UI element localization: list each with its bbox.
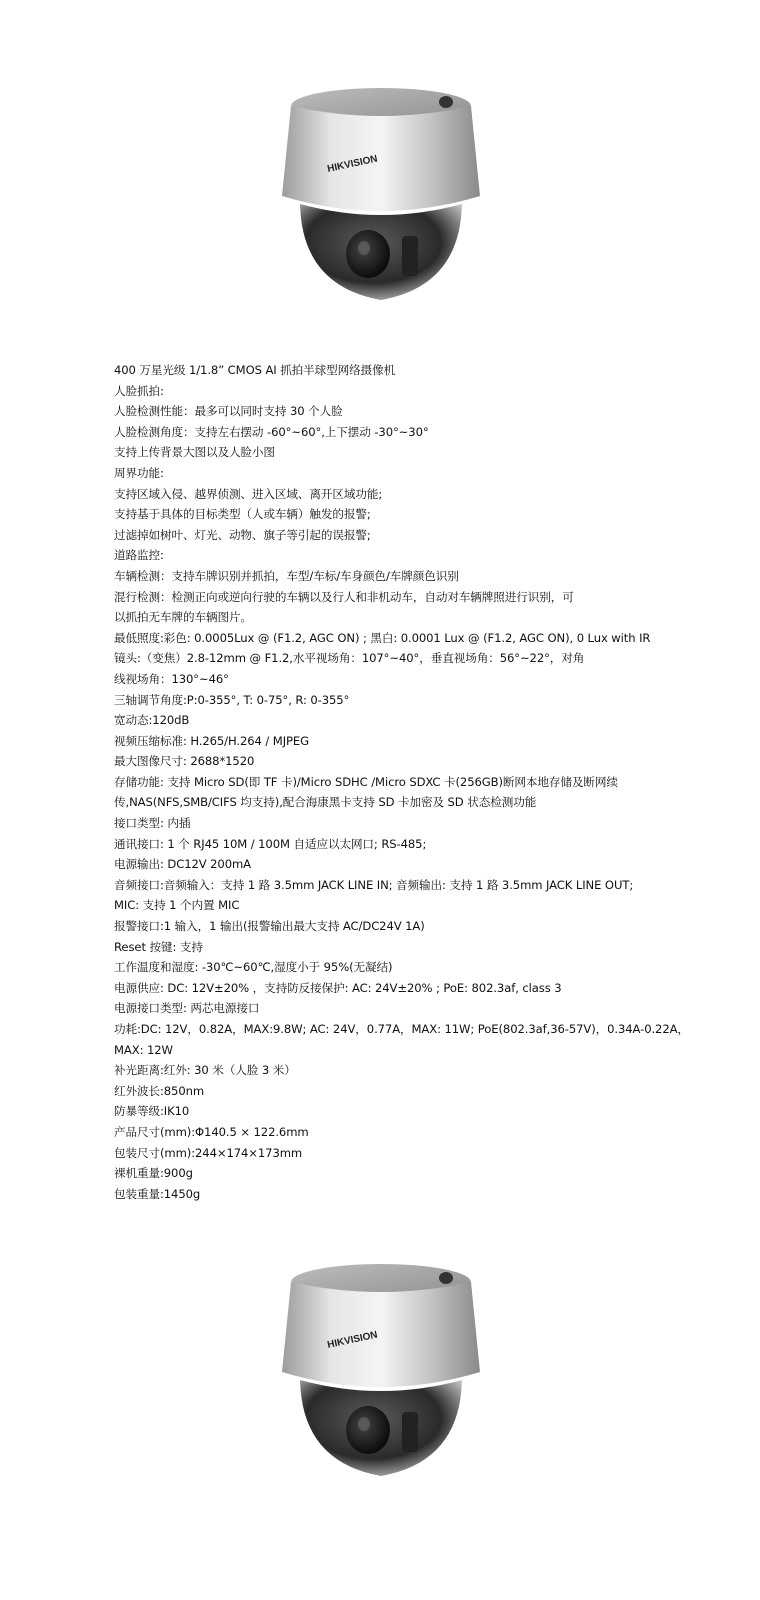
spec-item: 支持区域入侵、越界侦测、进入区域、离开区域功能; bbox=[114, 486, 383, 501]
spec-item: 视频压缩标准: H.265/H.264 / MJPEG bbox=[114, 733, 310, 748]
spec-item: 产品尺寸(mm):Φ140.5 × 122.6mm bbox=[114, 1124, 309, 1139]
spec-item: 镜头:（变焦）2.8-12mm @ F1.2,水平视场角：107°~40°，垂直视场角：56°~22°，对角 bbox=[114, 651, 585, 666]
spec-title: 400 万星光级 1/1.8” CMOS AI 抓拍半球型网络摄像机 bbox=[114, 363, 396, 377]
spec-item: 传,NAS(NFS,SMB/CIFS 均支持),配合海康黑卡支持 SD 卡加密及 SD 状态检测功能 bbox=[114, 795, 537, 810]
spec-item: 红外波长:850nm bbox=[114, 1083, 205, 1098]
dome-camera-image bbox=[270, 1262, 492, 1492]
spec-item: 防暴等级:IK10 bbox=[114, 1104, 190, 1119]
spec-item: 接口类型: 内插 bbox=[114, 816, 191, 831]
spec-item: 支持基于具体的目标类型（人或车辆）触发的报警; bbox=[114, 507, 371, 522]
spec-item: 车辆检测：支持车牌识别并抓拍，车型/车标/车身颜色/车牌颜色识别 bbox=[114, 568, 459, 583]
spec-section-heading: 人脸抓拍: bbox=[114, 383, 164, 398]
spec-section-heading: 道路监控: bbox=[114, 548, 164, 563]
svg-text:HIKVISION: HIKVISION bbox=[326, 153, 379, 175]
spec-item: 报警接口:1 输入，1 输出(报警输出最大支持 AC/DC24V 1A) bbox=[114, 919, 425, 934]
spec-section-heading: 周界功能: bbox=[114, 465, 164, 480]
spec-item: 以抓拍无车牌的车辆图片。 bbox=[114, 610, 252, 625]
spec-item: 支持上传背景大图以及人脸小图 bbox=[114, 445, 275, 460]
spec-item: 包装尺寸(mm):244×174×173mm bbox=[114, 1145, 303, 1160]
spec-item: 最低照度:彩色: 0.0005Lux @ (F1.2, AGC ON) ; 黑白: 0.0001 Lux @ (F1.2, AGC ON), 0 Lux with IR bbox=[114, 630, 651, 645]
spec-item: 人脸检测性能：最多可以同时支持 30 个人脸 bbox=[114, 404, 343, 419]
spec-item: 电源输出: DC12V 200mA bbox=[114, 857, 252, 872]
spec-item: 通讯接口: 1 个 RJ45 10M / 100M 自适应以太网口; RS-485; bbox=[114, 836, 427, 851]
spec-list bbox=[114, 360, 689, 1204]
spec-item: Reset 按键: 支持 bbox=[114, 939, 203, 954]
spec-item: 电源接口类型: 两芯电源接口 bbox=[114, 1001, 260, 1016]
spec-item: 补光距离:红外: 30 米（人脸 3 米） bbox=[114, 1063, 296, 1078]
spec-item: 宽动态:120dB bbox=[114, 713, 190, 728]
spec-item: 最大图像尺寸: 2688*1520 bbox=[114, 754, 255, 769]
spec-item: 电源供应: DC: 12V±20% ，支持防反接保护: AC: 24V±20% ; PoE: 802.3af, class 3 bbox=[114, 980, 562, 995]
spec-item: 存储功能: 支持 Micro SD(即 TF 卡)/Micro SDHC /Micro SDXC 卡(256GB)断网本地存储及断网续 bbox=[114, 774, 618, 789]
spec-item: MIC: 支持 1 个内置 MIC bbox=[114, 898, 240, 913]
dome-camera-image bbox=[270, 86, 492, 316]
spec-item: 混行检测：检测正向或逆向行驶的车辆以及行人和非机动车，自动对车辆牌照进行识别，可 bbox=[114, 589, 574, 604]
spec-item: 过滤掉如树叶、灯光、动物、旗子等引起的误报警; bbox=[114, 527, 371, 542]
spec-item: 包装重量:1450g bbox=[114, 1186, 201, 1201]
spec-item: 工作温度和湿度: -30℃~60℃,湿度小于 95%(无凝结) bbox=[114, 960, 393, 975]
spec-item: 功耗:DC: 12V，0.82A，MAX:9.8W; AC: 24V，0.77A，MAX: 11W; PoE(802.3af,36-57V)，0.34A-0.22A， bbox=[114, 1022, 689, 1036]
svg-text:HIKVISION: HIKVISION bbox=[326, 1329, 379, 1351]
spec-item: 线视场角：130°~46° bbox=[114, 671, 229, 686]
spec-item: 三轴调节角度:P:0-355°, T: 0-75°, R: 0-355° bbox=[114, 692, 350, 707]
spec-item: 音频接口:音频输入：支持 1 路 3.5mm JACK LINE IN; 音频输出: 支持 1 路 3.5mm JACK LINE OUT; bbox=[114, 877, 634, 892]
spec-item: 人脸检测角度：支持左右摆动 -60°~60°,上下摆动 -30°~30° bbox=[114, 424, 429, 439]
spec-item: MAX: 12W bbox=[114, 1042, 173, 1057]
spec-item: 裸机重量:900g bbox=[114, 1166, 193, 1181]
